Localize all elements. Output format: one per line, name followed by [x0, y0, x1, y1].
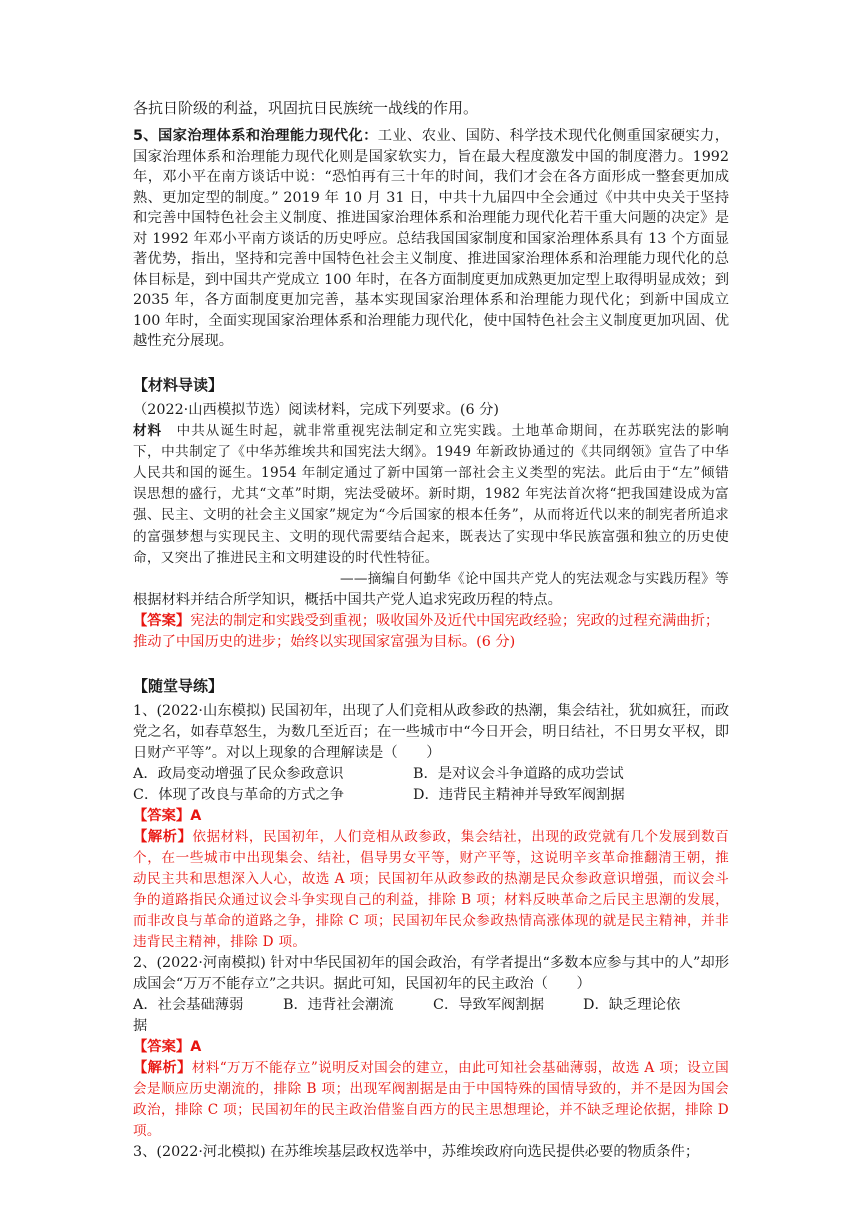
material-answer: [133, 611, 729, 653]
intro-paragraph: 各抗日阶级的利益，巩固抗日民族统一战线的作用。: [133, 99, 479, 117]
q2-answer-tag: 【答案】: [133, 1039, 191, 1056]
q1-option-a: A．政局变动增强了民众参政意识: [133, 766, 344, 783]
q2-answer-value: A: [190, 1039, 202, 1056]
q2-option-b: B．违背社会潮流: [283, 997, 394, 1014]
q1-explanation: [133, 827, 729, 953]
document-page: [133, 96, 729, 1163]
section-material-heading: 【材料导读】: [133, 375, 224, 394]
q1-option-b: B．是对议会斗争道路的成功尝试: [413, 766, 624, 783]
q1-answer-tag: 【答案】: [133, 808, 191, 825]
material-attribution: ——摘编自何勤华《论中国共产党人的宪法观念与实践历程》等: [339, 570, 729, 587]
material-question: 根据材料并结合所学知识，概括中国共产党人追求宪政历程的特点。: [133, 592, 562, 609]
q2-option-tail: 据: [133, 1018, 148, 1035]
material-label: 材料: [133, 422, 163, 439]
q1-answer-value: A: [190, 808, 202, 825]
paragraph-5-body: 工业、农业、国防、科学技术现代化侧重国家硬实力，国家治理体系和治理能力现代化则是国家软实力，旨在最大程度激发中国的制度潜力。1992 年，邓小平在南方谈话中说：“恐怕再有三十年的时间，我们才会在各方面形成一整套更加成熟、更加定型的制度。” 2019 年 10 月 31 日，中共十九届四中全会通过《中共中央关于坚持和完善中国特色社会主义制度、推进国家治理体系和治理能力现代化若干重大问题的决定》是对 1992 年邓小平南方谈话的历史呼应。总结我国国家制度和国家治理体系具有 13 个方面显著优势，指出，坚持和完善中国特色社会主义制度、推进国家治理体系和治理能力现代化的总体目标是，到中国共产党成立 100 年时，在各方面制度更加成熟更加定型上取得明显成效；到 2035 年，各方面制度更加完善，基本实现国家治理体系和治理能力现代化；到新中国成立 100 年时，全面实现国家治理体系和治理能力现代化，使中国特色社会主义制度更加巩固、优越性充分展现。: [133, 128, 730, 349]
paragraph-5: [133, 126, 729, 352]
material-source: （2022·山西模拟节选）阅读材料，完成下列要求。(6 分): [133, 401, 499, 418]
q2-answer: [133, 1037, 729, 1058]
q1-option-c: C．体现了改良与革命的方式之争: [133, 787, 345, 804]
q2-option-d: D．缺乏理论依: [583, 997, 681, 1014]
q2-explanation: [133, 1058, 729, 1142]
paragraph-5-title: 5、国家治理体系和治理能力现代化：: [133, 128, 378, 144]
material-answer-text: 宪法的制定和实践受到重视；吸收国外及近代中国宪政经验；宪政的过程充满曲折；推动了中国历史的进步；始终以实现国家富强为目标。(6 分): [133, 613, 720, 651]
q2-exp-tag: 【解析】: [133, 1060, 192, 1077]
material-text: [133, 421, 729, 569]
q1-options: [133, 764, 729, 806]
q2-stem: 2、(2022·河南模拟) 针对中华民国初年的国会政治，有学者提出“多数本应参与其中的人”却形成国会“万万不能存立”之共识。据此可知，民国初年的民主政治（ ）: [133, 955, 729, 993]
q2-option-c: C．导致军阀割据: [433, 997, 545, 1014]
q1-stem: 1、(2022·山东模拟) 民国初年，出现了人们竞相从政参政的热潮，集会结社，犹如疯狂，而政党之名，如春草怒生，为数几至近百；在一些城市中“今日开会，明日结社，不日男女平权，即日财产平等”。对以上现象的合理解读是（ ）: [133, 703, 729, 762]
q1-option-d: D．违背民主精神并导致军阀割据: [413, 787, 625, 804]
material-body: 中共从诞生时起，就非常重视宪法制定和立宪实践。土地革命期间，在苏联宪法的影响下，中共制定了《中华苏维埃共和国宪法大纲》。1949 年新政协通过的《共同纲领》宣告了中华人民共和国的诞生。1954 年制定通过了新中国第一部社会主义类型的宪法。此后由于“左”倾错误思想的盛行，尤其“文革”时期，宪法受破坏。新时期，1982 年宪法首次将“把我国建设成为富强、民主、文明的社会主义国家”规定为“今后国家的根本任务”，从而将近代以来的制宪者所追求的富强梦想与实现民主、文明的现代需要结合起来，既表达了实现中华民族富强和独立的历史使命，又突出了推进民主和文明建设的时代性特征。: [133, 422, 729, 566]
q2-exp-text: 材料“万万不能存立”说明反对国会的建立，由此可知社会基础薄弱，故选 A 项；设立国会是顺应历史潮流的，排除 B 项；出现军阀割据是由于中国特殊的国情导致的，并不是因为国会政治，排除 C 项；民国初年的民主政治借鉴自西方的民主思想理论，并不缺乏理论依据，排除 D 项。: [133, 1060, 730, 1140]
q1-answer: [133, 806, 729, 827]
material-answer-tag: 【答案】: [133, 613, 191, 630]
q2-option-a: A．社会基础薄弱: [133, 997, 244, 1014]
q1-exp-text: 依据材料，民国初年，人们竞相从政参政，集会结社，出现的政党就有几个发展到数百个，在一些城市中出现集会、结社，倡导男女平等，财产平等，这说明辛亥革命推翻清王朝，推动民主共和思想深入人心，故选 A 项；民国初年从政参政的热潮是民众参政意识增强，而议会斗争的道路指民众通过议会斗争实现自己的利益，排除 B 项；材料反映革命之后民主思潮的发展，而非改良与革命的道路之争，排除 C 项；民国初年民众参政热情高涨体现的就是民主精神，并非违背民主精神，排除 D 项。: [133, 829, 729, 951]
q1-exp-tag: 【解析】: [133, 829, 193, 846]
section-practice-heading: 【随堂导练】: [133, 677, 224, 696]
q3-stem: 3、(2022·河北模拟) 在苏维埃基层政权选举中，苏维埃政府向选民提供必要的物质条件；: [133, 1144, 700, 1161]
q2-options: [133, 995, 729, 1016]
